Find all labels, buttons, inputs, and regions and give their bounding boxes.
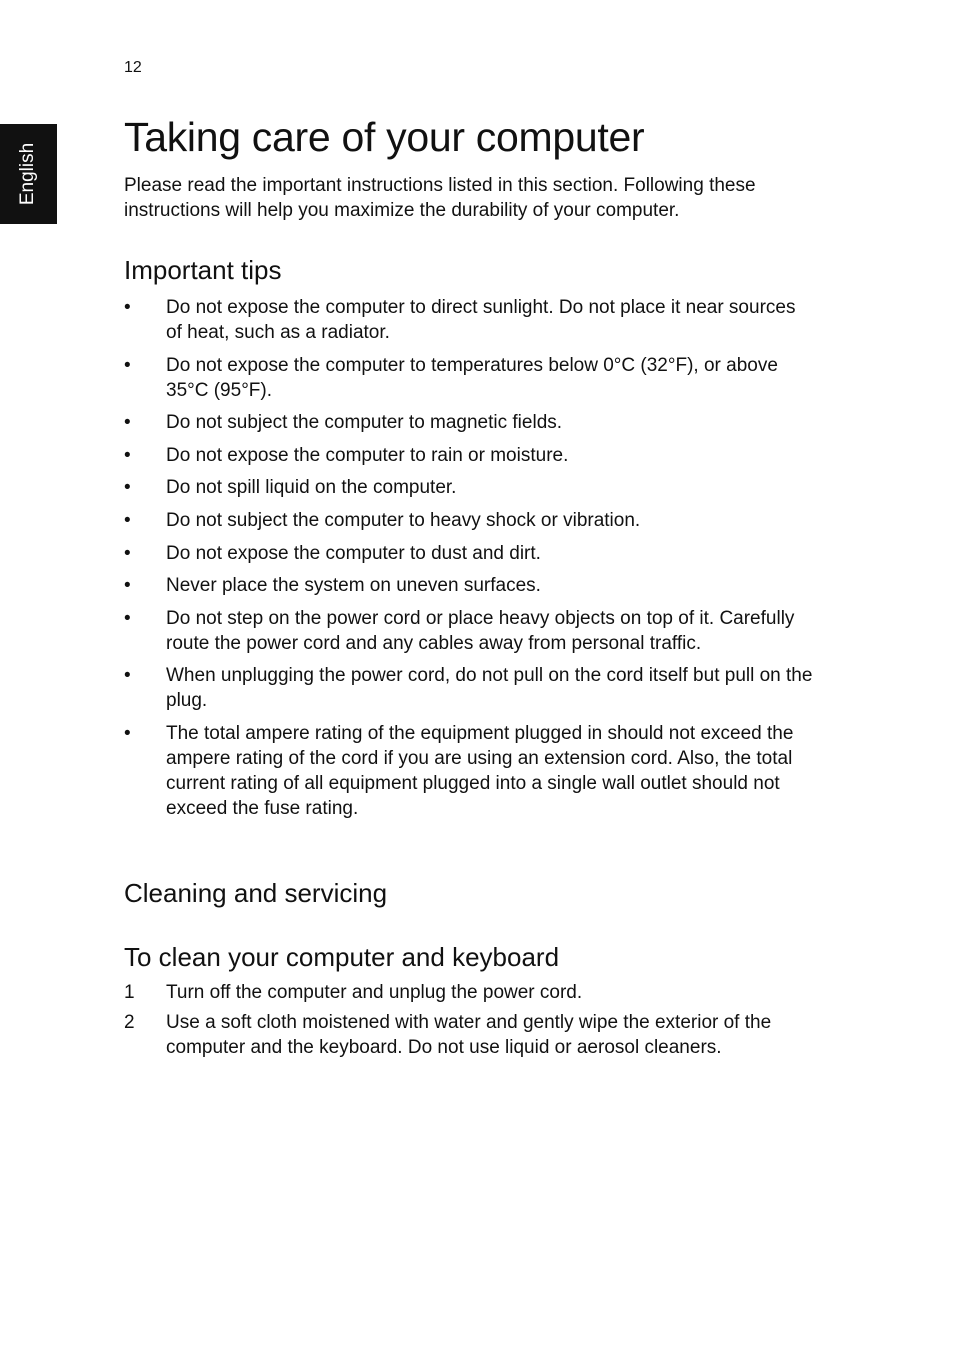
tip-text: Do not expose the computer to dust and dirt. (166, 542, 541, 564)
page-number: 12 (124, 59, 142, 76)
step-text: Turn off the computer and unplug the power cord. (166, 982, 583, 1003)
tip-text: Do not expose the computer to temperatures below 0°C (32°F), or above 35°C (95°F). (166, 354, 778, 401)
step-item (124, 980, 814, 1005)
bullet-marker: • (124, 607, 131, 629)
bullet-marker: • (124, 575, 131, 597)
tip-text: The total ampere rating of the equipment plugged in should not exceed the ampere rating of the cord if you are using an extension cord. Also, the total current rating of all equipment plugged into a single wall outlet should not exceed the fuse rating. (166, 722, 794, 819)
bullet-marker: • (124, 412, 131, 434)
tip-item (124, 410, 814, 435)
language-tab-label: English (17, 142, 38, 206)
bullet-marker: • (124, 665, 131, 687)
important-tips-heading: Important tips (124, 255, 282, 285)
tip-text: When unplugging the power cord, do not pull on the cord itself but pull on the plug. (166, 665, 813, 712)
tip-item (124, 541, 814, 566)
bullet-marker: • (124, 542, 131, 564)
tip-text: Do not spill liquid on the computer. (166, 477, 457, 499)
step-item (124, 1010, 814, 1060)
tip-text: Do not expose the computer to rain or moisture. (166, 444, 569, 466)
bullet-marker: • (124, 509, 131, 531)
tip-text: Do not subject the computer to magnetic fields. (166, 412, 563, 434)
tip-item (124, 295, 814, 345)
clean-keyboard-heading: To clean your computer and keyboard (124, 942, 560, 972)
tip-item (124, 721, 814, 821)
intro-paragraph: Please read the important instructions listed in this section. Following these instructions will help you maximize the durability of your computer. (124, 175, 756, 221)
tip-text: Never place the system on uneven surfaces. (166, 575, 541, 597)
bullet-marker: • (124, 297, 131, 318)
bullet-marker: • (124, 477, 131, 499)
tip-item (124, 353, 814, 403)
tip-item (124, 475, 814, 500)
tip-item (124, 443, 814, 468)
bullet-marker: • (124, 722, 131, 744)
step-text: Use a soft cloth moistened with water and gently wipe the exterior of the computer and the keyboard. Do not use liquid or aerosol cleaners. (166, 1012, 772, 1058)
tip-item (124, 573, 814, 598)
language-tab (0, 124, 57, 224)
tip-item (124, 606, 814, 656)
tip-item (124, 663, 814, 713)
cleaning-heading: Cleaning and servicing (124, 878, 388, 908)
tip-text: Do not step on the power cord or place heavy objects on top of it. Carefully route the power cord and any cables away from personal traffic. (166, 607, 795, 654)
tip-item (124, 508, 814, 533)
bullet-marker: • (124, 444, 131, 466)
page-title: Taking care of your computer (124, 114, 645, 160)
tip-text: Do not expose the computer to direct sunlight. Do not place it near sources of heat, such as a radiator. (166, 297, 796, 343)
bullet-marker: • (124, 354, 131, 376)
step-number: 2 (124, 1012, 135, 1033)
cleaning-steps-list (124, 980, 814, 1065)
tip-text: Do not subject the computer to heavy shock or vibration. (166, 509, 641, 531)
tips-list (124, 295, 814, 829)
step-number: 1 (124, 982, 135, 1003)
